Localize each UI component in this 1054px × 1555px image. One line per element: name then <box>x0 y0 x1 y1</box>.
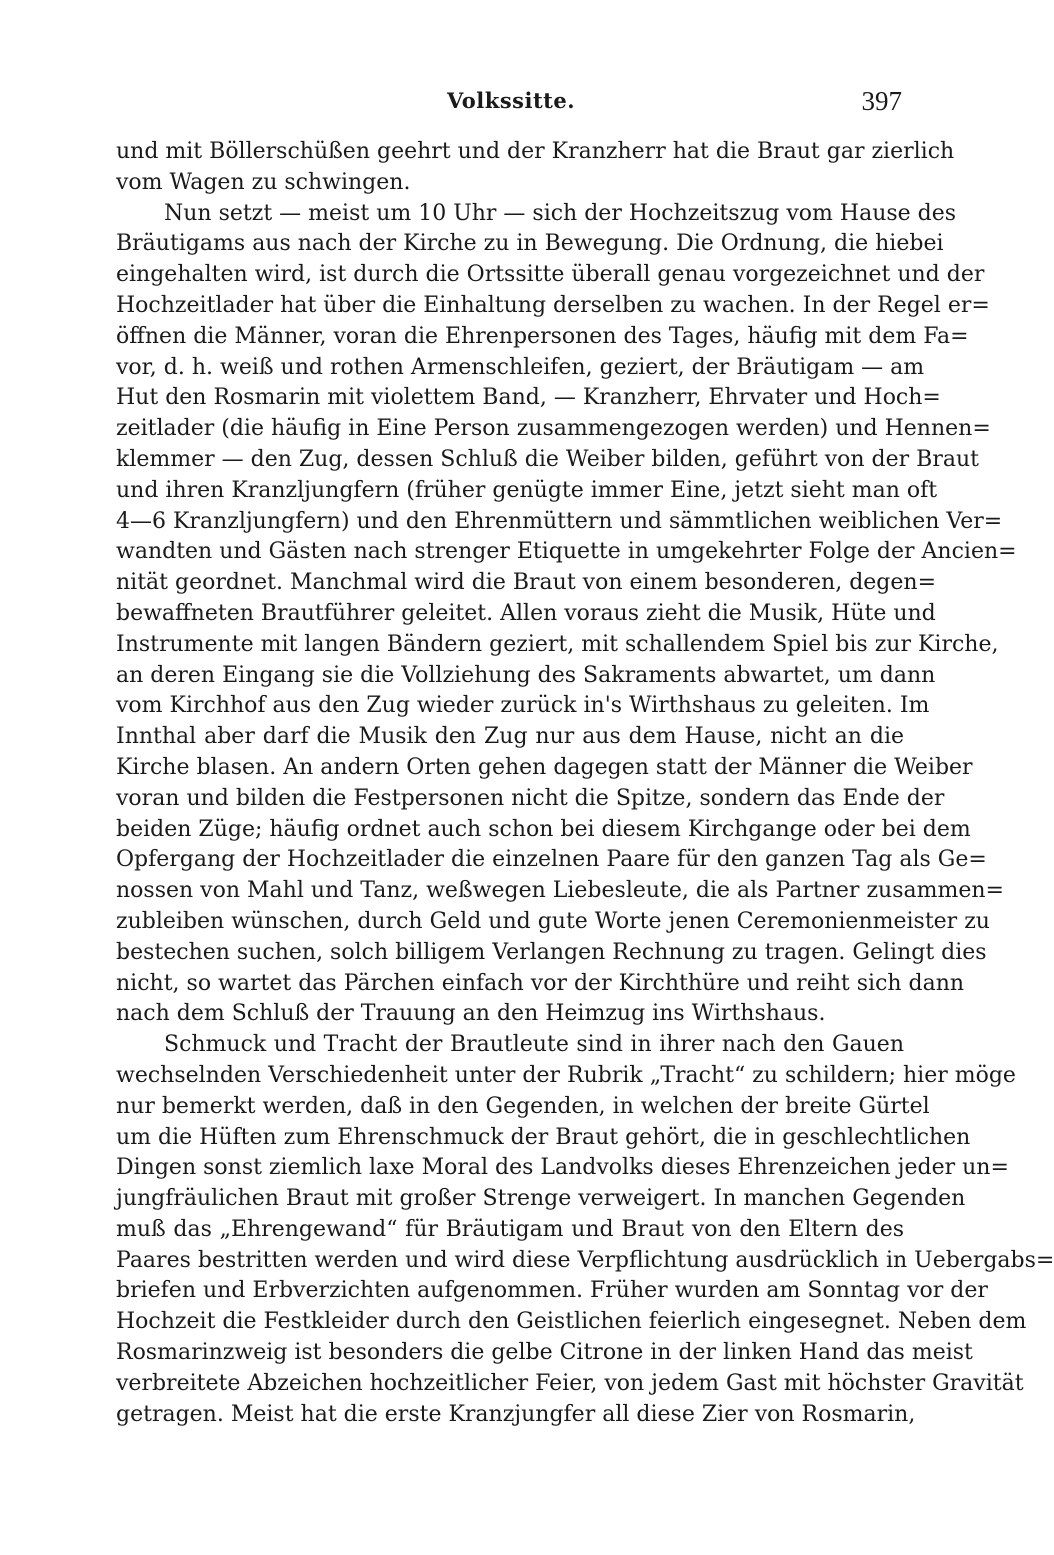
text-line: nur bemerkt werden, daß in den Gegenden, in welchen der breite Gürtel <box>116 1093 930 1119</box>
text-line: getragen. Meist hat die erste Kranzjungfer all diese Zier von Rosmarin, <box>116 1401 916 1427</box>
text-line: Dingen sonst ziemlich laxe Moral des Landvolks dieses Ehrenzeichen jeder un= <box>116 1155 1009 1181</box>
text-line: Nun setzt — meist um 10 Uhr — sich der Hochzeitszug vom Hause des <box>164 200 957 226</box>
text-line: um die Hüften zum Ehrenschmuck der Braut gehört, die in geschlechtlichen <box>116 1124 971 1150</box>
text-line: vom Kirchhof aus den Zug wieder zurück in's Wirthshaus zu geleiten. Im <box>116 693 930 719</box>
text-line: Schmuck und Tracht der Brautleute sind in ihrer nach den Gauen <box>164 1032 904 1058</box>
text-line: klemmer — den Zug, dessen Schluß die Weiber bilden, geführt von der Braut <box>116 446 979 472</box>
text-line: und ihren Kranzljungfern (früher genügte immer Eine, jetzt sieht man oft <box>116 477 938 503</box>
text-line: verbreitete Abzeichen hochzeitlicher Feier, von jedem Gast mit höchster Gravität <box>116 1370 1024 1396</box>
text-line: und mit Böllerschüßen geehrt und der Kranzherr hat die Braut gar zierlich <box>116 139 955 164</box>
body-text <box>116 137 1054 1430</box>
text-line: öffnen die Männer, voran die Ehrenpersonen des Tages, häufig mit dem Fa= <box>116 323 969 349</box>
text-line: Instrumente mit langen Bändern geziert, mit schallendem Spiel bis zur Kirche, <box>116 631 999 657</box>
text-line: nicht, so wartet das Pärchen einfach vor der Kirchthüre und reiht sich dann <box>116 970 965 996</box>
text-line: Rosmarinzweig ist besonders die gelbe Citrone in der linken Hand das meist <box>116 1340 973 1366</box>
text-line: nossen von Mahl und Tanz, weßwegen Liebesleute, die als Partner zusammen= <box>116 878 1004 904</box>
text-line: an deren Eingang sie die Vollziehung des Sakraments abwartet, um dann <box>116 662 936 688</box>
page-number: 397 <box>861 86 902 116</box>
text-line: wandten und Gästen nach strenger Etiquette in umgekehrter Folge der Ancien= <box>116 539 1017 565</box>
text-line: bewaffneten Brautführer geleitet. Allen voraus zieht die Musik, Hüte und <box>116 600 936 626</box>
text-line: jungfräulichen Braut mit großer Strenge verweigert. In manchen Gegenden <box>116 1186 966 1212</box>
text-line: Hochzeit die Festkleider durch den Geistlichen feierlich eingesegnet. Neben dem <box>116 1309 1027 1335</box>
text-line: zeitlader (die häufig in Eine Person zusammengezogen werden) und Hennen= <box>116 416 991 442</box>
text-line: Opfergang der Hochzeitlader die einzelnen Paare für den ganzen Tag als Ge= <box>116 847 987 873</box>
text-line: Hut den Rosmarin mit violettem Band, — Kranzherr, Ehrvater und Hoch= <box>116 385 941 411</box>
text-line: nität geordnet. Manchmal wird die Braut von einem besonderen, degen= <box>116 570 937 596</box>
text-line: Bräutigams aus nach der Kirche zu in Bewegung. Die Ordnung, die hiebei <box>116 231 944 257</box>
text-line: nach dem Schluß der Trauung an den Heimzug ins Wirthshaus. <box>116 1001 826 1027</box>
text-line: Kirche blasen. An andern Orten gehen dagegen statt der Männer die Weiber <box>116 754 973 780</box>
text-line: wechselnden Verschiedenheit unter der Rubrik „Tracht“ zu schildern; hier möge <box>116 1062 1016 1088</box>
text-line: 4—6 Kranzljungfern) und den Ehrenmüttern und sämmtlichen weiblichen Ver= <box>116 508 1003 534</box>
running-title: Volkssitte. <box>446 88 576 113</box>
text-line: bestechen suchen, solch billigem Verlangen Rechnung zu tragen. Gelingt dies <box>116 939 987 965</box>
text-line: Innthal aber darf die Musik den Zug nur aus dem Hause, nicht an die <box>116 724 904 750</box>
text-line: eingehalten wird, ist durch die Ortssitte überall genau vorgezeichnet und der <box>116 262 985 288</box>
text-line: muß das „Ehrengewand“ für Bräutigam und Braut von den Eltern des <box>116 1216 904 1242</box>
text-line: Hochzeitlader hat über die Einhaltung derselben zu wachen. In der Regel er= <box>116 292 990 318</box>
text-line: briefen und Erbverzichten aufgenommen. Früher wurden am Sonntag vor der <box>116 1278 988 1304</box>
text-line: vom Wagen zu schwingen. <box>116 169 411 195</box>
text-line: beiden Züge; häufig ordnet auch schon bei diesem Kirchgange oder bei dem <box>116 816 971 842</box>
text-line: zubleiben wünschen, durch Geld und gute Worte jenen Ceremonienmeister zu <box>116 908 990 934</box>
text-line: Paares bestritten werden und wird diese Verpflichtung ausdrücklich in Uebergabs= <box>116 1247 1054 1273</box>
running-head <box>120 88 902 122</box>
text-line: voran und bilden die Festpersonen nicht die Spitze, sondern das Ende der <box>116 785 945 811</box>
text-line: vor, d. h. weiß und rothen Armenschleifen, geziert, der Bräutigam — am <box>116 354 925 380</box>
